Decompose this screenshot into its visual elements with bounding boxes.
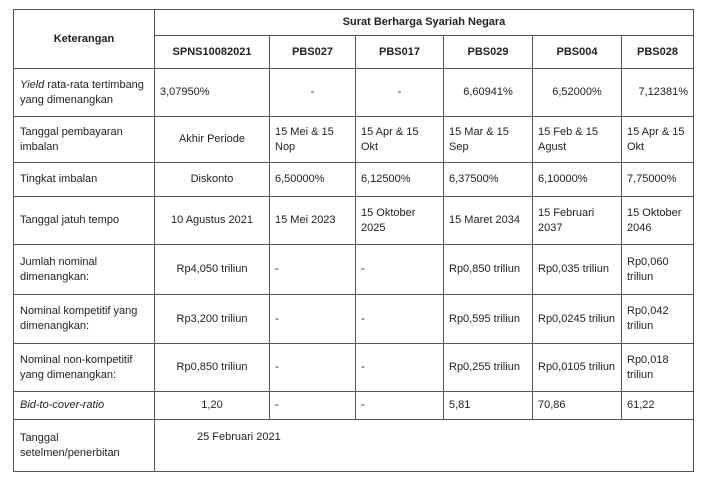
auction-results-table-wrapper xyxy=(13,9,694,472)
cell-noncompetitive-pbs029: Rp0,255 triliun xyxy=(444,344,533,392)
cell-payment-pbs004: 15 Feb & 15 Agust xyxy=(533,117,622,163)
cell-won-pbs017: - xyxy=(356,245,444,295)
cell-competitive-pbs017: - xyxy=(356,295,444,344)
cell-rate-pbs004: 6,10000% xyxy=(533,163,622,197)
header-series-pbs028: PBS028 xyxy=(622,36,694,69)
cell-btc-spns10082021: 1,20 xyxy=(155,392,270,420)
cell-won-pbs027: - xyxy=(270,245,356,295)
cell-payment-pbs028: 15 Apr & 15 Okt xyxy=(622,117,694,163)
cell-yield-pbs029: 6,60941% xyxy=(444,69,533,117)
header-sbsn-group: Surat Berharga Syariah Negara xyxy=(155,10,694,36)
cell-rate-spns10082021: Diskonto xyxy=(155,163,270,197)
cell-noncompetitive-pbs004: Rp0,0105 triliun xyxy=(533,344,622,392)
cell-competitive-spns10082021: Rp3,200 triliun xyxy=(155,295,270,344)
cell-btc-pbs004: 70,86 xyxy=(533,392,622,420)
row-yield xyxy=(14,69,694,117)
cell-maturity-pbs029: 15 Maret 2034 xyxy=(444,197,533,245)
cell-payment-spns10082021: Akhir Periode xyxy=(155,117,270,163)
row-settlement xyxy=(14,420,694,472)
row-noncompetitive xyxy=(14,344,694,392)
cell-yield-pbs017: - xyxy=(356,69,444,117)
cell-won-spns10082021: Rp4,050 triliun xyxy=(155,245,270,295)
header-series-pbs027: PBS027 xyxy=(270,36,356,69)
cell-rate-pbs027: 6,50000% xyxy=(270,163,356,197)
row-rate xyxy=(14,163,694,197)
row-label-won: Jumlah nominal dimenangkan: xyxy=(14,245,155,295)
cell-noncompetitive-pbs028: Rp0,018 triliun xyxy=(622,344,694,392)
cell-yield-pbs004: 6,52000% xyxy=(533,69,622,117)
cell-settlement-date: 25 Februari 2021 xyxy=(155,420,694,472)
auction-results-table xyxy=(13,9,694,472)
cell-payment-pbs027: 15 Mei & 15 Nop xyxy=(270,117,356,163)
cell-competitive-pbs004: Rp0,0245 triliun xyxy=(533,295,622,344)
header-keterangan: Keterangan xyxy=(14,10,155,69)
header-row-group xyxy=(14,10,694,36)
cell-competitive-pbs028: Rp0,042 triliun xyxy=(622,295,694,344)
cell-payment-pbs017: 15 Apr & 15 Okt xyxy=(356,117,444,163)
cell-noncompetitive-pbs017: - xyxy=(356,344,444,392)
row-btc xyxy=(14,392,694,420)
row-label-payment: Tanggal pembayaran imbalan xyxy=(14,117,155,163)
header-series-pbs004: PBS004 xyxy=(533,36,622,69)
row-maturity xyxy=(14,197,694,245)
cell-maturity-pbs017: 15 Oktober 2025 xyxy=(356,197,444,245)
header-series-pbs029: PBS029 xyxy=(444,36,533,69)
row-label-noncompetitive: Nominal non-kompetitif yang dimenangkan: xyxy=(14,344,155,392)
row-label-competitive: Nominal kompetitif yang dimenangkan: xyxy=(14,295,155,344)
cell-won-pbs029: Rp0,850 triliun xyxy=(444,245,533,295)
cell-yield-spns10082021: 3,07950% xyxy=(155,69,270,117)
cell-rate-pbs028: 7,75000% xyxy=(622,163,694,197)
cell-maturity-spns10082021: 10 Agustus 2021 xyxy=(155,197,270,245)
cell-yield-pbs028: 7,12381% xyxy=(622,69,694,117)
cell-rate-pbs017: 6,12500% xyxy=(356,163,444,197)
row-label-settlement: Tanggal setelmen/penerbitan xyxy=(14,420,155,472)
cell-competitive-pbs027: - xyxy=(270,295,356,344)
header-series-pbs017: PBS017 xyxy=(356,36,444,69)
row-label-yield xyxy=(14,69,155,117)
row-competitive xyxy=(14,295,694,344)
row-label-rate: Tingkat imbalan xyxy=(14,163,155,197)
row-label-btc: Bid-to-cover-ratio xyxy=(14,392,155,420)
cell-rate-pbs029: 6,37500% xyxy=(444,163,533,197)
cell-maturity-pbs004: 15 Februari 2037 xyxy=(533,197,622,245)
row-won xyxy=(14,245,694,295)
cell-noncompetitive-spns10082021: Rp0,850 triliun xyxy=(155,344,270,392)
cell-btc-pbs027: - xyxy=(270,392,356,420)
cell-yield-pbs027: - xyxy=(270,69,356,117)
cell-noncompetitive-pbs027: - xyxy=(270,344,356,392)
cell-won-pbs028: Rp0,060 triliun xyxy=(622,245,694,295)
header-series-spns10082021: SPNS10082021 xyxy=(155,36,270,69)
cell-payment-pbs029: 15 Mar & 15 Sep xyxy=(444,117,533,163)
cell-maturity-pbs028: 15 Oktober 2046 xyxy=(622,197,694,245)
cell-btc-pbs028: 61,22 xyxy=(622,392,694,420)
label-yield-rest: rata-rata tertimbang yang dimenangkan xyxy=(20,78,144,106)
cell-btc-pbs029: 5,81 xyxy=(444,392,533,420)
cell-competitive-pbs029: Rp0,595 triliun xyxy=(444,295,533,344)
cell-maturity-pbs027: 15 Mei 2023 xyxy=(270,197,356,245)
cell-btc-pbs017: - xyxy=(356,392,444,420)
row-payment xyxy=(14,117,694,163)
row-label-maturity: Tanggal jatuh tempo xyxy=(14,197,155,245)
label-yield-italic: Yield xyxy=(20,78,45,91)
cell-won-pbs004: Rp0,035 triliun xyxy=(533,245,622,295)
